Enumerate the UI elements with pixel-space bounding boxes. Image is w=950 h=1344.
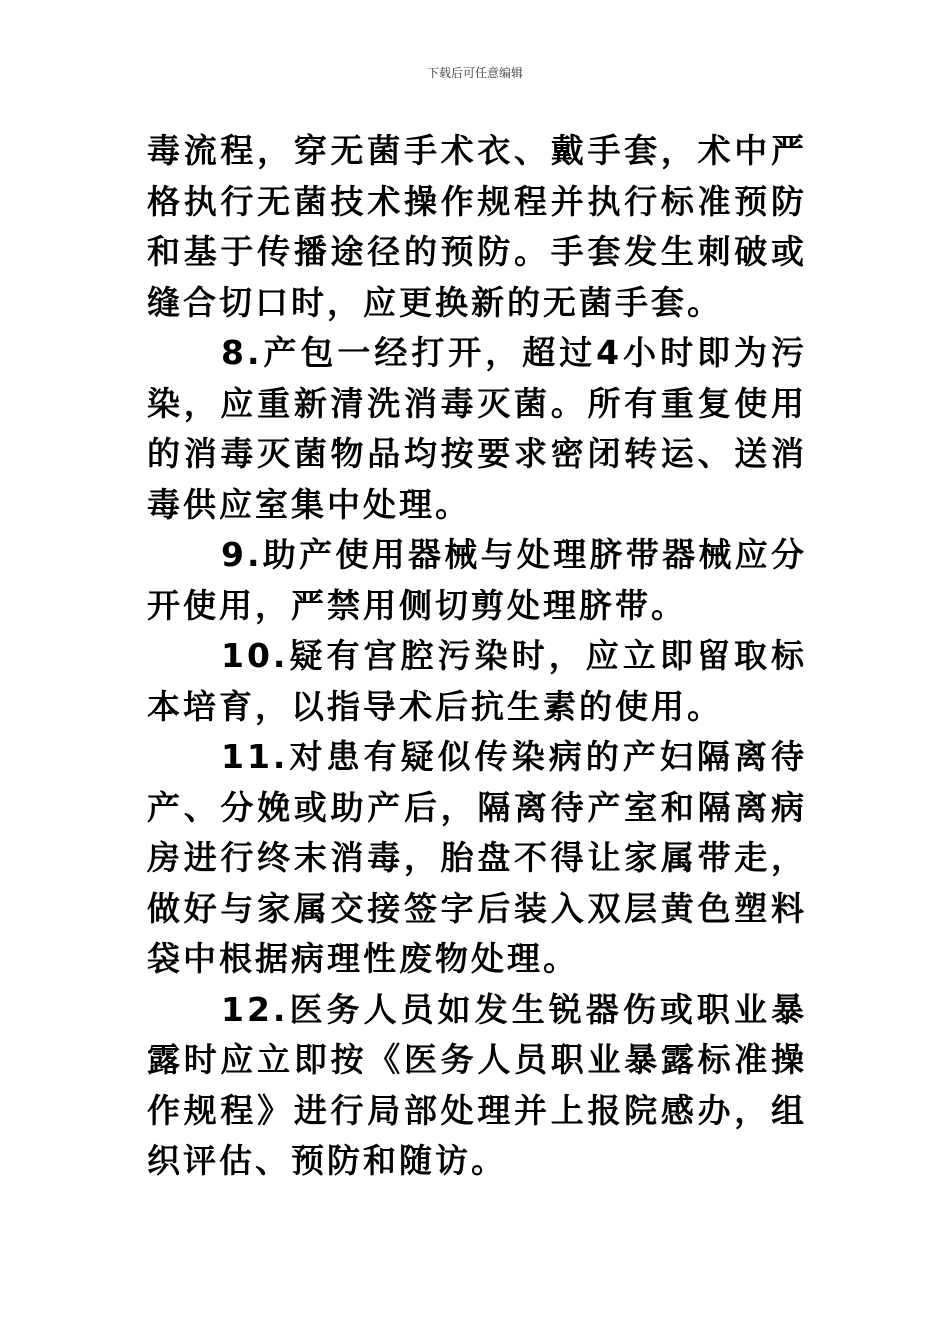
paragraph-item-12: 12.医务人员如发生锐器伤或职业暴露时应立即按《医务人员职业暴露标准操作规程》进行局部处理并上报院感办，组织评估、预防和随访。 xyxy=(147,989,807,1180)
paragraph-continued: 毒流程，穿无菌手术衣、戴手套，术中严格执行无菌技术操作规程并执行标准预防和基于传播途径的预防。手套发生刺破或缝合切口时，应更换新的无菌手套。 xyxy=(147,131,807,322)
document-body xyxy=(147,126,807,1187)
paragraph-item-11: 11.对患有疑似传染病的产妇隔离待产、分娩或助产后，隔离待产室和隔离病房进行终末消毒，胎盘不得让家属带走，做好与家属交接签字后装入双层黄色塑料袋中根据病理性废物处理。 xyxy=(147,737,807,978)
page-header: 下载后可任意编辑 xyxy=(426,66,523,80)
paragraph-item-10: 10.疑有宫腔污染时，应立即留取标本培育，以指导术后抗生素的使用。 xyxy=(147,636,807,726)
paragraph-item-9: 9.助产使用器械与处理脐带器械应分开使用，严禁用侧切剪处理脐带。 xyxy=(147,535,807,625)
paragraph-item-8: 8.产包一经打开，超过4小时即为污染，应重新清洗消毒灭菌。所有重复使用的消毒灭菌物品均按要求密闭转运、送消毒供应室集中处理。 xyxy=(147,333,807,524)
